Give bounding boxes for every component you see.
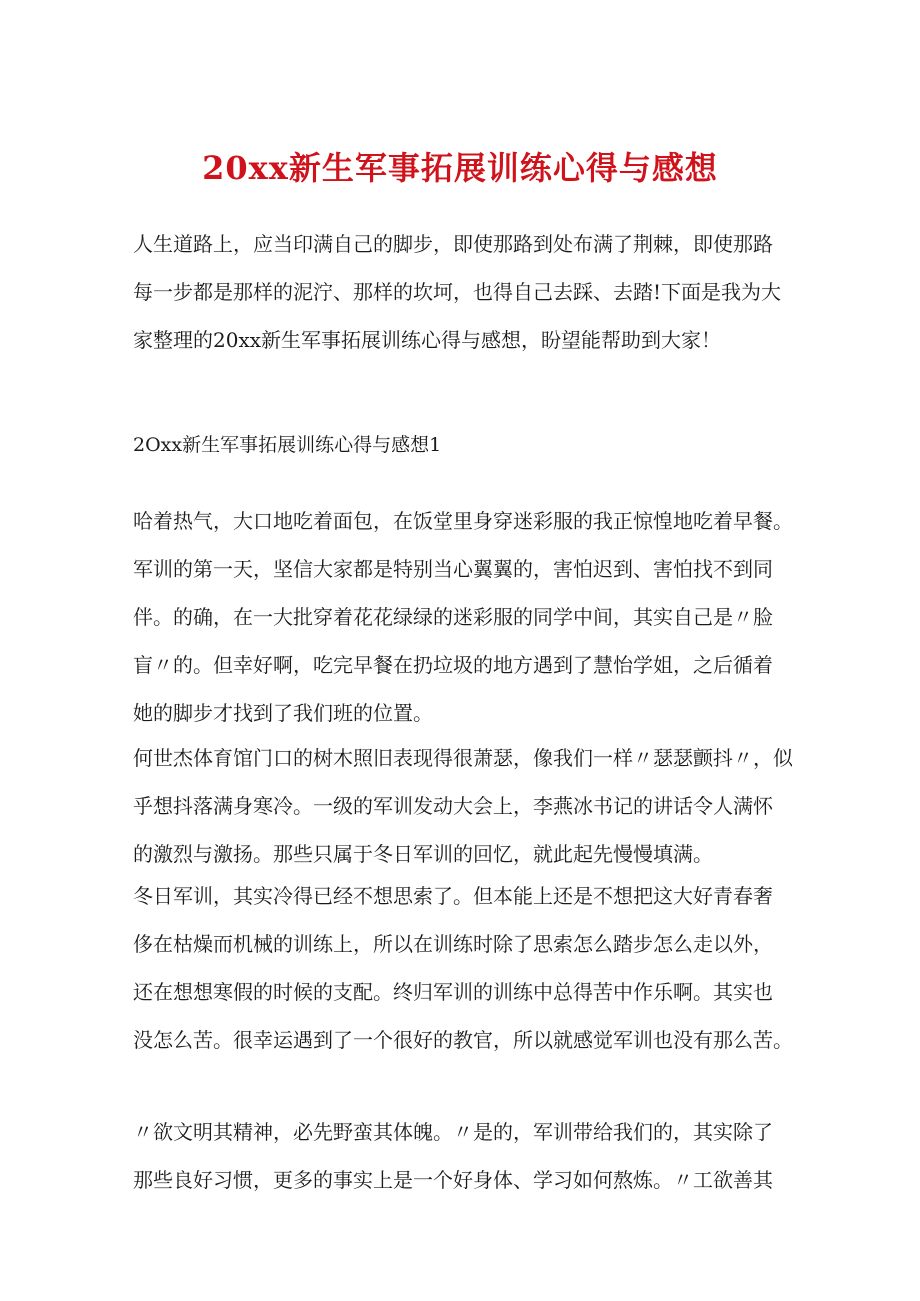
section-heading: 2Oxx新生军事拓展训练心得与感想1 xyxy=(133,434,442,456)
paragraph-2-line-2: 乎想抖落满身寒冷。一级的军训发动大会上，李燕冰书记的讲话令人满怀 xyxy=(133,794,773,818)
paragraph-3-line-1: 冬日军训，其实冷得已经不想思索了。但本能上还是不想把这大好青春奢 xyxy=(133,884,773,908)
intro-paragraph xyxy=(133,220,793,364)
paragraph-1-line-3: 伴。的确，在一大批穿着花花绿绿的迷彩服的同学中间，其实自己是〃脸 xyxy=(133,605,773,629)
intro-line-1: 人生道路上，应当印满自己的脚步，即使那路到处布满了荆棘，即使那路 xyxy=(133,232,773,256)
paragraph-2-line-1: 何世杰体育馆门口的树木照旧表现得很萧瑟，像我们一样〃瑟瑟颤抖〃，似 xyxy=(133,746,793,770)
paragraph-1-line-4: 盲〃的。但幸好啊，吃完早餐在扔垃圾的地方遇到了慧怡学姐，之后循着 xyxy=(133,653,773,677)
intro-line-3: 家整理的20xx新生军事拓展训练心得与感想，盼望能帮助到大家！ xyxy=(133,328,722,352)
paragraph-1-line-1: 哈着热气，大口地吃着面包，在饭堂里身穿迷彩服的我正惊惶地吃着早餐。 xyxy=(133,509,793,533)
paragraph-3-line-4: 没怎么苦。很幸运遇到了一个很好的教官，所以就感觉军训也没有那么苦。 xyxy=(133,1028,793,1052)
paragraph-3 xyxy=(133,872,793,1064)
intro-line-2: 每一步都是那样的泥泞、那样的坎坷，也得自己去踩、去踏!下面是我为大 xyxy=(133,280,782,304)
paragraph-1 xyxy=(133,497,793,737)
paragraph-2 xyxy=(133,734,793,878)
paragraph-4-line-1: 〃欲文明其精神，必先野蛮其体魄。〃是的，军训带给我们的，其实除了 xyxy=(133,1120,773,1144)
paragraph-2-line-3: 的激烈与激扬。那些只属于冬日军训的回忆，就此起先慢慢填满。 xyxy=(133,842,713,866)
paragraph-4-line-2: 那些良好习惯，更多的事实上是一个好身体、学习如何熬炼。〃工欲善其 xyxy=(133,1168,773,1192)
paragraph-4 xyxy=(133,1108,793,1204)
document-title: 20xx新生军事拓展训练心得与感想 xyxy=(202,149,718,187)
paragraph-1-line-5: 她的脚步才找到了我们班的位置。 xyxy=(133,701,433,725)
paragraph-3-line-3: 还在想想寒假的时候的支配。终归军训的训练中总得苦中作乐啊。其实也 xyxy=(133,980,773,1004)
paragraph-3-line-2: 侈在枯燥而机械的训练上，所以在训练时除了思索怎么踏步怎么走以外， xyxy=(133,932,773,956)
paragraph-1-line-2: 军训的第一天，坚信大家都是特别当心翼翼的，害怕迟到、害怕找不到同 xyxy=(133,557,773,581)
